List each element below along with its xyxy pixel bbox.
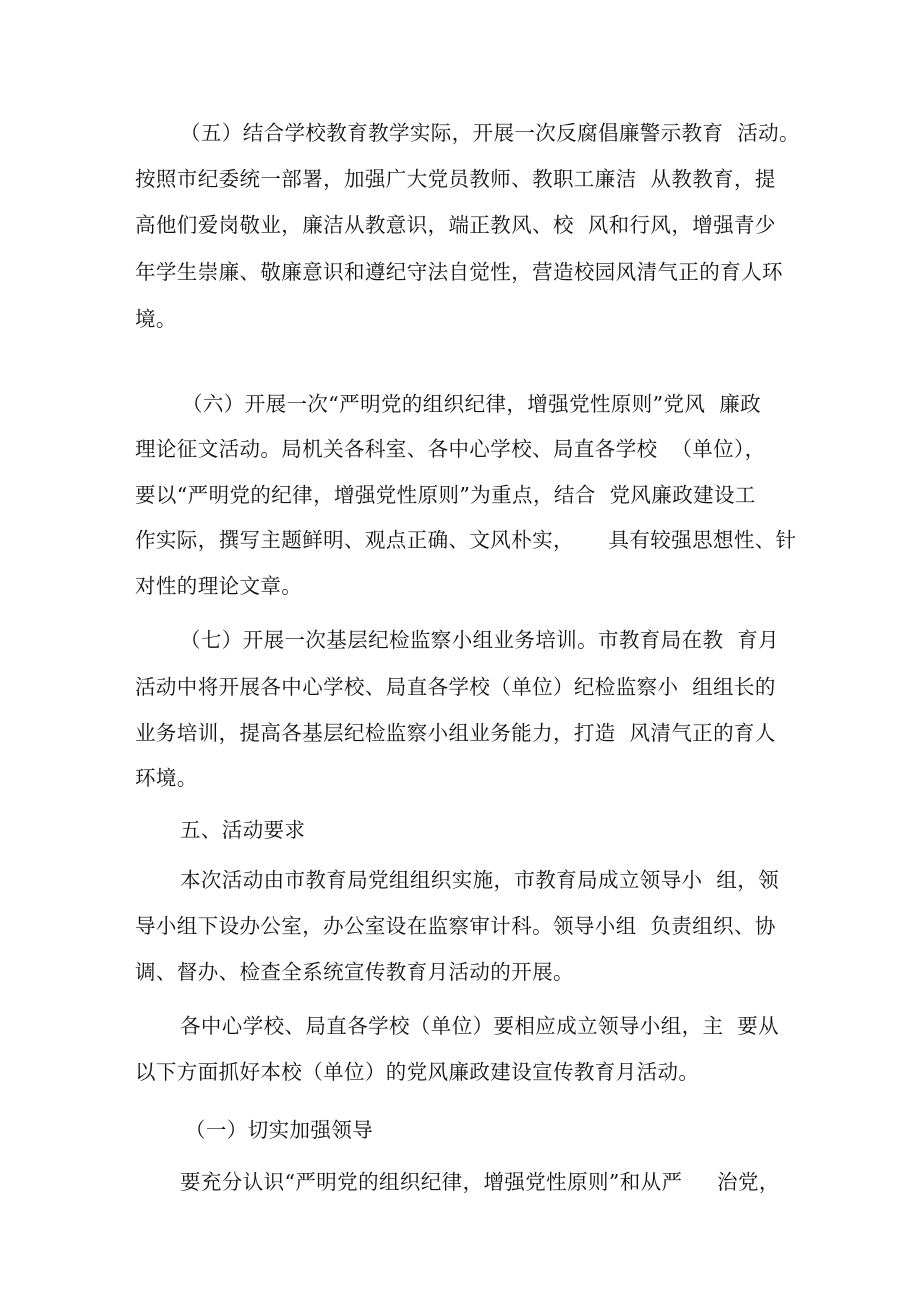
text-line: 活动中将开展各中心学校、局直各学校（单位）纪检监察小 组组长的 [135, 675, 776, 699]
text-line: 作实际，撰写主题鲜明、观点正确、文风朴实， 具有较强思想性、针 [135, 528, 797, 552]
text-line: 对性的理论文章。 [135, 574, 303, 598]
text-line: 理论征文活动。局机关各科室、各中心学校、局直各学校 （单位）， [135, 437, 766, 461]
section-heading: 五、活动要求 [180, 818, 306, 842]
text-line: 调、督办、检查全系统宣传教育月活动的开展。 [135, 960, 574, 984]
text-line: 导小组下设办公室，办公室设在监察审计科。领导小组 负责组织、协 [135, 914, 776, 938]
text-line: 高他们爱岗敬业，廉洁从教意识，端正教风、校 风和行风，增强青少 [135, 213, 776, 237]
text-line: 要充分认识“严明党的组织纪律，增强党性原则”和从严 治党， [180, 1170, 780, 1194]
subsection-heading: （一）切实加强领导 [185, 1118, 374, 1142]
text-line: （五）结合学校教育教学实际，开展一次反腐倡廉警示教育 活动。 [180, 121, 800, 145]
text-line: 要以“严明党的纪律，增强党性原则”为重点，结合 党风廉政建设工 [135, 483, 756, 507]
text-line: （七）开展一次基层纪检监察小组业务培训。市教育局在教 育月 [180, 628, 780, 652]
text-line: （六）开展一次“严明党的组织纪律，增强党性原则”党风 廉政 [182, 392, 761, 416]
text-line: 境。 [135, 307, 177, 331]
text-line: 业务培训，提高各基层纪检监察小组业务能力，打造 风清气正的育人 [135, 721, 776, 745]
text-line: 按照市纪委统一部署，加强广大党员教师、教职工廉洁 从教教育，提 [135, 167, 776, 191]
text-line: 以下方面抓好本校（单位）的党风廉政建设宣传教育月活动。 [135, 1060, 700, 1084]
text-line: 环境。 [135, 766, 198, 790]
text-line: 年学生崇廉、敬廉意识和遵纪守法自觉性，营造校园风清气正的育人环 [135, 260, 783, 284]
text-line: 各中心学校、局直各学校（单位）要相应成立领导小组，主 要从 [180, 1014, 780, 1038]
text-line: 本次活动由市教育局党组组织实施，市教育局成立领导小 组，领 [180, 868, 780, 892]
